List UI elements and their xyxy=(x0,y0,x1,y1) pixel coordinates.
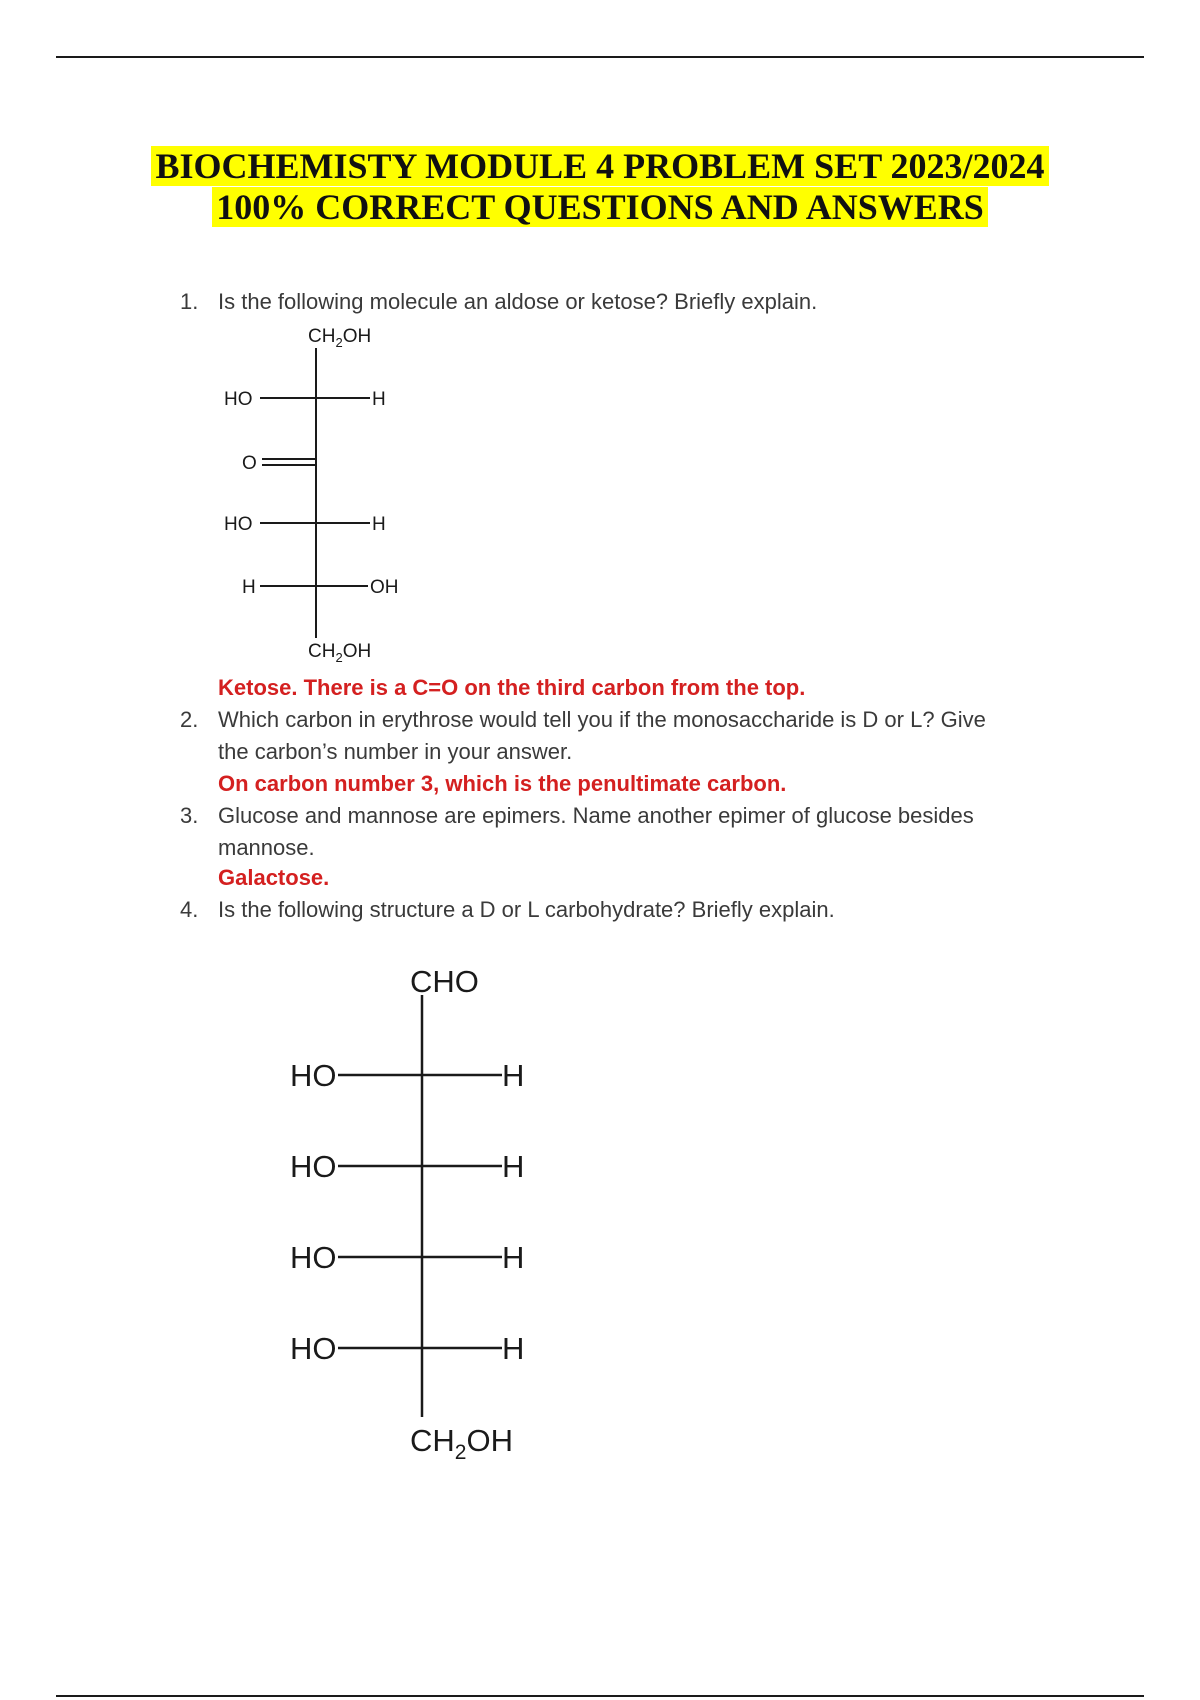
page-title-line-1: BIOCHEMISTY MODULE 4 PROBLEM SET 2023/2024 xyxy=(0,145,1200,187)
row1-left-label: HO xyxy=(224,389,253,410)
row3-left-label: HO xyxy=(290,1240,337,1275)
fischer-projection-aldose xyxy=(280,955,600,1475)
top-group-label: $CH_2OH$ xyxy=(308,326,372,350)
fischer-projection-ketose xyxy=(200,320,440,665)
top-group-label: CHO xyxy=(410,964,479,999)
row3-right-label: H xyxy=(502,1240,525,1275)
carbonyl-oxygen-label: O xyxy=(242,453,257,474)
row4-left-label: HO xyxy=(290,1331,337,1366)
bottom-group-label: $CH_2OH$ xyxy=(308,641,372,665)
row4-right-label: OH xyxy=(370,577,399,598)
row2-right-label: H xyxy=(502,1149,525,1184)
answer-3: Galactose. xyxy=(218,865,330,890)
question-text-line-1: Glucose and mannose are epimers. Name another epimer of glucose besides xyxy=(218,803,974,828)
bottom-rule xyxy=(56,1695,1144,1697)
question-number: 1. xyxy=(180,289,199,314)
row4-left-label: H xyxy=(242,577,256,598)
row2-left-label: HO xyxy=(290,1149,337,1184)
answer-2: On carbon number 3, which is the penultimate carbon. xyxy=(218,771,787,796)
top-rule xyxy=(56,56,1144,58)
question-number: 4. xyxy=(180,897,199,922)
row1-right-label: H xyxy=(502,1058,525,1093)
question-text-line-2: the carbon’s number in your answer. xyxy=(218,739,573,764)
question-number: 2. xyxy=(180,707,199,732)
page-title-line-2: 100% CORRECT QUESTIONS AND ANSWERS xyxy=(0,186,1200,228)
question-text: Is the following molecule an aldose or ketose? Briefly explain. xyxy=(218,289,818,314)
row3-right-label: H xyxy=(372,514,386,535)
answer-1: Ketose. There is a C=O on the third carbon from the top. xyxy=(218,675,806,700)
row1-left-label: HO xyxy=(290,1058,337,1093)
row4-right-label: H xyxy=(502,1331,525,1366)
row1-right-label: H xyxy=(372,389,386,410)
question-text-line-2: mannose. xyxy=(218,835,315,860)
bottom-group-label: $CH_2OH$ xyxy=(410,1423,513,1464)
question-text-line-1: Which carbon in erythrose would tell you if the monosaccharide is D or L? Give xyxy=(218,707,986,732)
question-number: 3. xyxy=(180,803,199,828)
row3-left-label: HO xyxy=(224,514,253,535)
question-text: Is the following structure a D or L carbohydrate? Briefly explain. xyxy=(218,897,835,922)
